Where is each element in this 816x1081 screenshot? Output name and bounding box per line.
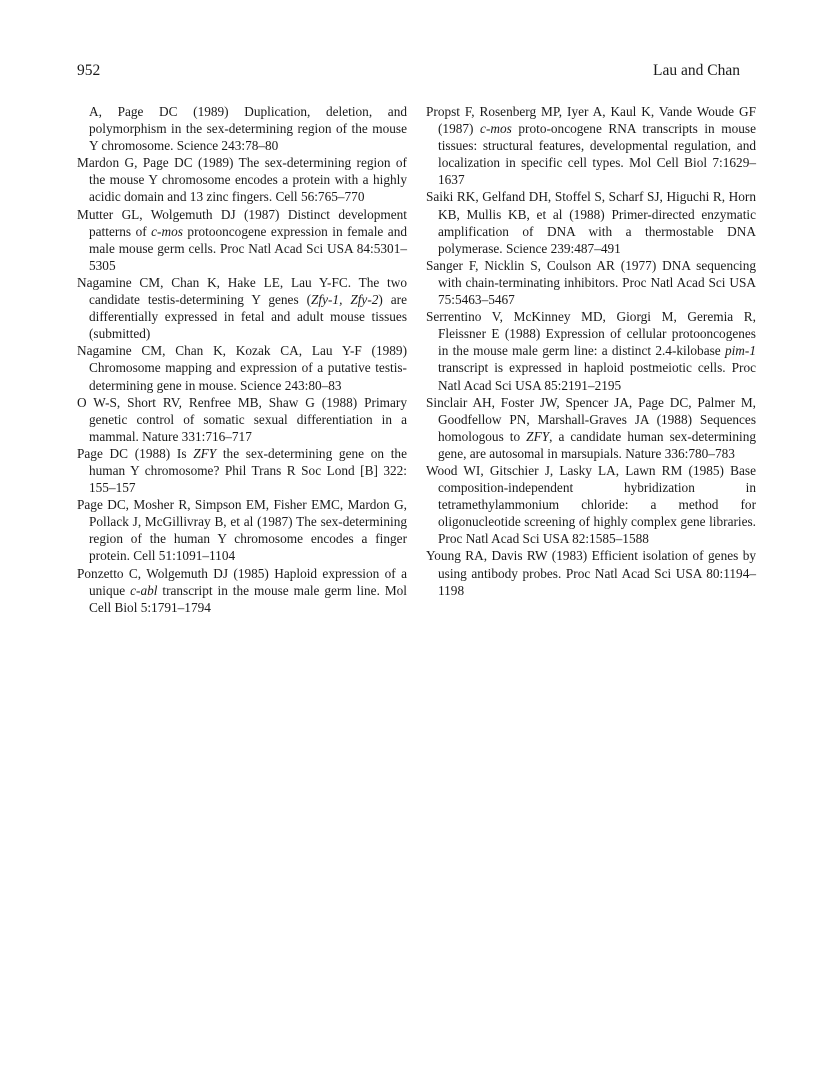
reference-italic-term: ZFY [193, 445, 217, 461]
reference-text: Mardon G, Page DC (1989) The sex-determining region of the mouse Y chromosome encodes a protein with a highly acidic domain and 13 zinc fingers. Cell 56:765–770 [77, 155, 407, 205]
reference-entry [77, 342, 407, 393]
reference-italic-term: ZFY [526, 428, 550, 444]
reference-italic-term: c-mos [151, 223, 183, 239]
reference-entry [77, 496, 407, 564]
reference-italic-term: Zfy-1, Zfy-2 [311, 292, 379, 308]
reference-entry [426, 103, 756, 188]
reference-entry [426, 308, 756, 393]
reference-entry [426, 188, 756, 256]
reference-text: Serrentino V, McKinney MD, Giorgi M, Geremia R, Fleissner E (1988) Expression of cellular protooncogenes in the mouse male germ line: a distinct 2.4-kilobase [426, 309, 756, 359]
reference-entry [77, 274, 407, 342]
reference-entry [77, 206, 407, 274]
reference-text: Saiki RK, Gelfand DH, Stoffel S, Scharf SJ, Higuchi R, Horn KB, Mullis KB, et al (1988) Primer-directed enzymatic amplification of DNA with a thermostable DNA polymerase. Science 239:487–491 [426, 189, 756, 256]
reference-text: A, Page DC (1989) Duplication, deletion, and polymorphism in the sex-determining region of the mouse Y chromosome. Science 243:78–80 [89, 104, 407, 154]
reference-text: Sanger F, Nicklin S, Coulson AR (1977) DNA sequencing with chain-terminating inhibitors. Proc Natl Acad Sci USA 75:5463–5467 [426, 257, 756, 308]
reference-column-left [77, 103, 407, 616]
reference-entry [77, 394, 407, 445]
reference-text: Propst F, Rosenberg MP, Iyer A, Kaul K, Vande Woude GF (1987) [426, 104, 756, 137]
reference-text-continued: ) are differentially expressed in fetal and adult mouse tissues (submitted) [89, 292, 407, 342]
reference-text: Wood WI, Gitschier J, Lasky LA, Lawn RM (1985) Base composition-independent hybridization in tetramethylammonium chloride: a method for oligonucleotide screening of highly complex gene libraries. Proc Natl Acad Sci USA 82:1585–1588 [426, 462, 756, 547]
reference-text-continued: protooncogene expression in female and male mouse germ cells. Proc Natl Acad Sci USA 84:5301–5305 [89, 223, 407, 273]
page-number: 952 [77, 62, 101, 79]
reference-entry [426, 547, 756, 598]
reference-text-continued: the sex-determining gene on the human Y chromosome? Phil Trans R Soc Lond [B] 322: 155–157 [89, 445, 407, 496]
reference-column-right [426, 103, 756, 599]
reference-text: Nagamine CM, Chan K, Hake LE, Lau Y-FC. The two candidate testis-determining Y genes ( [77, 274, 407, 308]
reference-entry [77, 445, 407, 496]
reference-text: Page DC (1988) Is [77, 445, 194, 461]
reference-entry [426, 394, 756, 462]
reference-entry [426, 462, 756, 547]
reference-text-continued: proto-oncogene RNA transcripts in mouse tissues: structural features, developmental regulation, and localization in specific cell types. Mol Cell Biol 7:1629–1637 [438, 121, 756, 188]
reference-text: Ponzetto C, Wolgemuth DJ (1985) Haploid expression of a unique [77, 565, 407, 598]
reference-entry [77, 154, 407, 205]
reference-text: Mutter GL, Wolgemuth DJ (1987) Distinct development patterns of [77, 206, 407, 239]
reference-entry [77, 565, 407, 616]
reference-text: O W-S, Short RV, Renfree MB, Shaw G (1988) Primary genetic control of somatic sexual differentiation in a mammal. Nature 331:716–717 [77, 394, 407, 444]
reference-entry [77, 103, 407, 154]
reference-italic-term: pim-1 [724, 343, 756, 359]
reference-text: Young RA, Davis RW (1983) Efficient isolation of genes by using antibody probes. Proc Natl Acad Sci USA 80:1194–1198 [426, 548, 756, 598]
reference-italic-term: c-abl [130, 582, 158, 598]
reference-text: Nagamine CM, Chan K, Kozak CA, Lau Y-F (1989) Chromosome mapping and expression of a putative testis-determining gene in mouse. Science 243:80–83 [77, 343, 407, 393]
reference-text-continued: transcript in the mouse male germ line. Mol Cell Biol 5:1791–1794 [89, 582, 408, 615]
reference-entry [426, 257, 756, 308]
reference-text-continued: transcript is expressed in haploid postmeiotic cells. Proc Natl Acad Sci USA 85:2191–2195 [438, 360, 756, 393]
running-header-authors: Lau and Chan [653, 62, 740, 79]
reference-text: Page DC, Mosher R, Simpson EM, Fisher EMC, Mardon G, Pollack J, McGillivray B, et al (1987) The sex-determining region of the human Y chromosome encodes a finger protein. Cell 51:1091–1104 [77, 497, 407, 564]
reference-text: Sinclair AH, Foster JW, Spencer JA, Page DC, Palmer M, Goodfellow PN, Marshall-Graves JA (1988) Sequences homologous to [426, 394, 756, 444]
reference-italic-term: c-mos [480, 121, 512, 137]
reference-text-continued: , a candidate human sex-determining gene, are autosomal in marsupials. Nature 336:780–783 [438, 428, 756, 461]
